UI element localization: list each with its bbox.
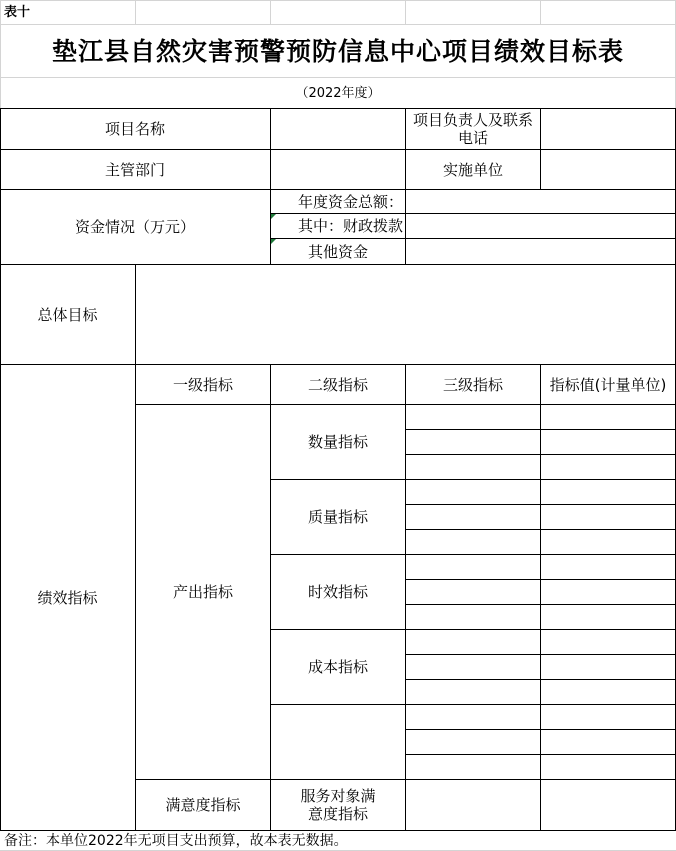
gridline bbox=[0, 24, 676, 25]
funds-fiscal-value[interactable] bbox=[406, 214, 675, 238]
satisfaction-label: 满意度指标 bbox=[165, 796, 241, 814]
overall-goal-label: 总体目标 bbox=[37, 305, 98, 324]
dept-label: 主管部门 bbox=[104, 160, 165, 179]
gridline bbox=[540, 0, 541, 24]
funds-fiscal-label: 其中：财政拨款 bbox=[297, 217, 403, 235]
other-indicator-cell[interactable] bbox=[271, 705, 405, 779]
cost-label: 成本指标 bbox=[307, 658, 368, 676]
overall-goal-value[interactable] bbox=[136, 265, 675, 364]
gridline bbox=[0, 0, 676, 1]
dept-value[interactable] bbox=[271, 150, 405, 189]
quality-label: 质量指标 bbox=[307, 508, 368, 526]
output-label: 产出指标 bbox=[172, 583, 233, 601]
impl-unit-label: 实施单位 bbox=[442, 160, 503, 179]
gridline bbox=[270, 0, 271, 24]
footnote: 备注：本单位2022年无项目支出预算，故本表无数据。 bbox=[4, 833, 348, 849]
gridline bbox=[0, 77, 676, 78]
year-label: （2022年度） bbox=[295, 86, 381, 101]
quantity-label: 数量指标 bbox=[307, 433, 368, 451]
impl-unit-value[interactable] bbox=[541, 150, 675, 189]
funds-total-label: 年度资金总额： bbox=[297, 192, 403, 211]
service-satisfaction-label: 服务对象满意度指标 bbox=[300, 787, 376, 823]
funds-label: 资金情况（万元） bbox=[74, 218, 195, 236]
level1-header: 一级指标 bbox=[172, 375, 233, 394]
funds-other-label: 其他资金 bbox=[307, 242, 368, 261]
project-name-label: 项目名称 bbox=[104, 120, 165, 138]
funds-other-value[interactable] bbox=[406, 239, 675, 264]
gridline bbox=[135, 0, 136, 24]
value-header: 指标值(计量单位) bbox=[549, 375, 667, 394]
level3-header: 三级指标 bbox=[442, 375, 503, 394]
project-name-value[interactable] bbox=[271, 109, 405, 149]
gridline bbox=[405, 0, 406, 24]
level2-header: 二级指标 bbox=[307, 375, 368, 394]
project-contact-value[interactable] bbox=[541, 109, 675, 149]
page-title: 垫江县自然灾害预警预防信息中心项目绩效目标表 bbox=[51, 37, 624, 66]
table-number-label: 表十 bbox=[4, 5, 31, 20]
funds-total-value[interactable] bbox=[406, 190, 675, 213]
timeliness-label: 时效指标 bbox=[307, 583, 368, 601]
perf-label: 绩效指标 bbox=[37, 588, 98, 607]
project-contact-label: 项目负责人及联系电话 bbox=[412, 111, 533, 147]
